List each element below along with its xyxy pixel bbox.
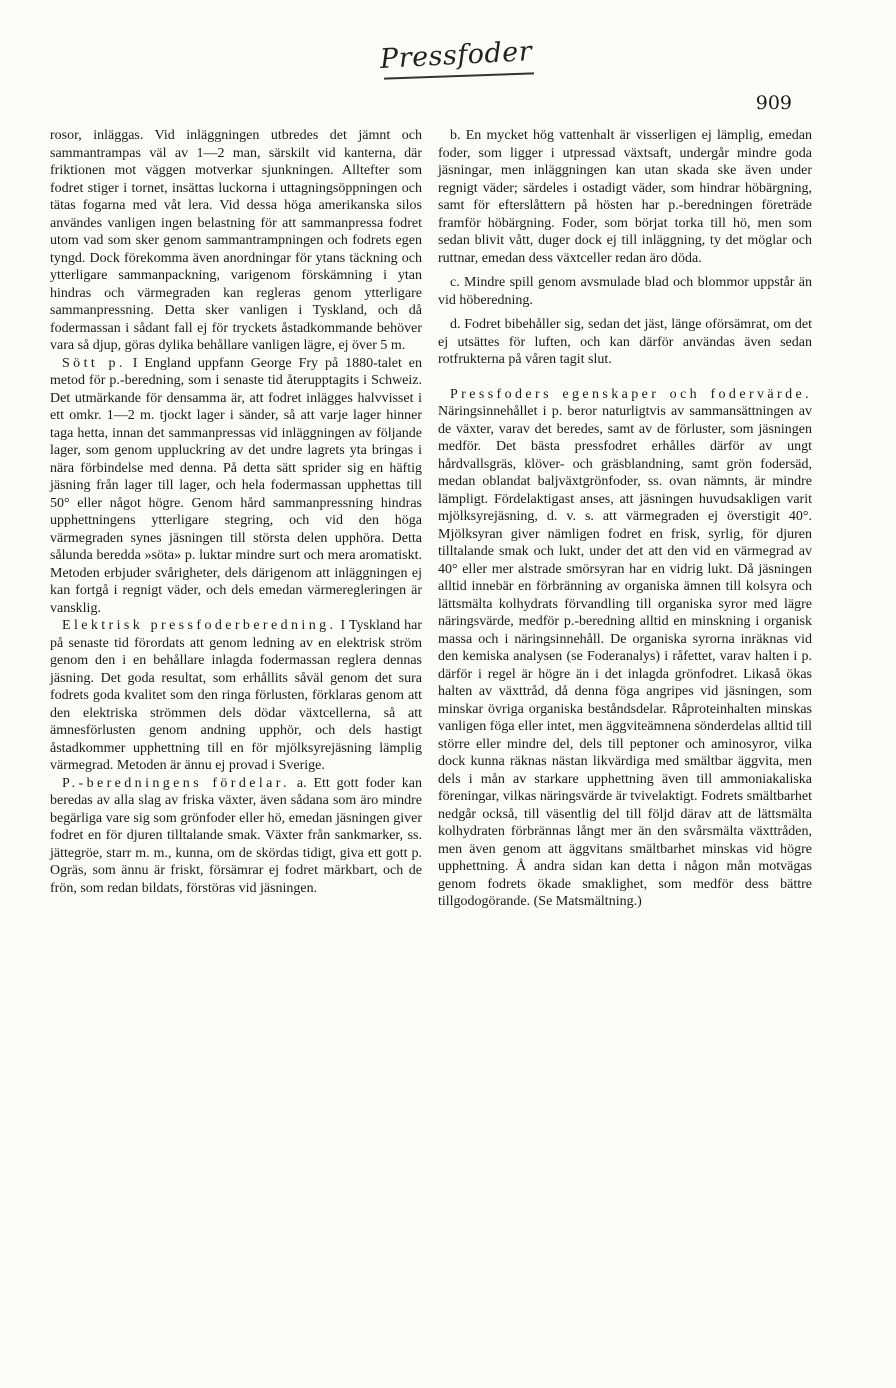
- paragraph-text: b. En mycket hög vattenhalt är visserligen ej lämplig, emedan foder, som ligger i utpressad växtsaft, undergår mindre goda jäsningar, men inläggningen kan utan skada ske även under regnigt väder; särdeles i ostadigt väder, som hindrar höbärgning, samt för efterslåttern på hösten har p.-beredningen företräde framför höbärgning. Foder, som börjat torka till hö, men som sedan blivit vått, duger dock ej till inläggning, ty det möglar och ruttnar, emedan dess växtceller redan äro döda.: [438, 128, 812, 266]
- paragraph-text: I England uppfann George Fry på 1880-talet en metod för p.-beredning, som i senaste tid återupptagits i Schweiz. Det utmärkande för densamma är, att fodret inlägges halvvisset i ett omkr. 1—2 m. tjockt lager i sänder, så att varje lager hinner taga hetta, innan det sammanpressas vid inläggningen av följande lager, som genom uppluckring av det undre lagrets yta bringas i nära förbindelse med denna. På detta sätt sprider sig en häftig jäsning från lager till lager, och hela fodermassan upphettas till 50° eller något högre. Genom hård sammanpressning hindras upphettningens ytterligare stegring, och vid den höga värmegraden synes jäsningen till största delen upphöra. Detta sålunda beredda »söta» p. luktar mindre surt och mera aromatiskt. Metoden erbjuder svårigheter, dels därigenom att inläggningen ej kan fortgå i regnigt väder, och dels emedan värmeregleringen är vansklig.: [50, 355, 422, 616]
- section-lead: P.-beredningens fördelar.: [62, 775, 290, 791]
- section-spacer: [438, 369, 812, 386]
- paragraph-text: rosor, inläggas. Vid inläggningen utbredes det jämnt och sammantrampas väl av 1—2 man, särskilt vid kanterna, där friktionen mot väggen motverkar sjunkningen. Alltefter som fodret stiger i tornet, insättas luckorna i uttagningsöppningen och tätas fogarna med våt lera. Vid dessa höga amerikanska silos användes vanligen ingen belastning för att sammanpressa fodret utom vad som sker genom sammantrampningen och fodrets egen tyngd. Dock förekomma även anordningar för ytans täckning och ytterligare sammanpackning, varigenom förskämning i ytan hindras och värmegraden kan regleras genom ytterligare sammanpressning. Detta sker vanligen i Tyskland, och då fodermassan i sådant fall ej för tryckets åstadkommande behöver vara så djup, göras dylika behållare vanligen lägre, ej över 5 m.: [50, 128, 422, 353]
- paragraph: [50, 127, 422, 355]
- section-lead: Sött p.: [62, 355, 126, 371]
- paragraph: [438, 274, 812, 309]
- paragraph: [438, 127, 812, 267]
- paragraph-text: I Tyskland har på senaste tid förordats att genom ledning av en elektrisk ström genom den i en behållare inlagda fodermassan reglera dennas jäsning. Det goda resultat, som erhållits såväl genom det sura fodrets goda kvalitet som den ringa förlusten, förklaras genom att den elektriska strömmen dels dödar växtcellerna, så att ämnesförlusten genom andning upphör, och dels hastigt åstadkommer upphettning till en för mjölksyrejäsning lämplig värmegrad. Metoden är ännu ej provad i Sverige.: [50, 618, 422, 773]
- paragraph-text: a. Ett gott foder kan beredas av alla slag av friska växter, även sådana som äro mindre begärliga vare sig som grönfoder eller hö, emedan jäsningen giver fodret en för djuren tilltalande smak. Växter från sankmarker, ss. jättegröe, starr m. m., kunna, om de skördas tidigt, giva ett gott p. Ogräs, som ännu är friskt, försämrar ej fodret märkbart, och de frön, som redan bildats, förstöras vid jäsningen.: [50, 775, 422, 896]
- paragraph-text: d. Fodret bibehåller sig, sedan det jäst, länge oförsämrat, om det ej utsättes för luften, och kan därför användas även sedan rotfrukterna på våren tagit slut.: [438, 317, 812, 367]
- paragraph: [438, 316, 812, 369]
- paragraph: [438, 386, 812, 911]
- left-column: [50, 127, 422, 897]
- paragraph: [50, 355, 422, 618]
- handwritten-annotation: Pressfoder: [379, 36, 533, 75]
- paragraph: [50, 775, 422, 898]
- paragraph-text: Näringsinnehållet i p. beror naturligtvis av sammansättningen av de växter, varav det beredes, samt av de förluster, som jäsningen medför. Det bästa pressfodret erhålles därför av ungt hårdvallsgräs, klöver- och gräsblandning, samt grön fodersäd, medan oblandat baljväxtgrönfoder, ss. ovan nämnts, är mindre lämpligt. Fördelaktigast anses, att jäsningen huvudsakligen varit mjölksyrejäsning, d. v. s. att värmegraden ej överstigit 40°. Mjölksyran giver nämligen fodret en frisk, syrlig, för djuren tilltalande smak och lukt, under det att den vid en värmegrad av 40° eller mer alstrade smörsyran har en vidrig lukt. Då jäsningen alltid innebär en förbränning av organiska ämnen till kolsyra och lättsmälta kolhydrats förvandling till organiska syror med lägre näringsvärde, medför p.-beredning alltid en minskning i organisk massa och i näringsinnehåll. De organiska syrorna inräknas vid den kemiska analysen (se Foderanalys) i råfettet, varav halten i p. därför i regel är högre än i det inlagda grönfodret. Likaså ökas halten av växttråd, då denna föga angripes vid jäsningen, som minskar övriga organiska beståndsdelar. Råproteinhalten minskas vanligen föga eller intet, men äggviteämnena sönderdelas alltid till större eller mindre del, dels till peptoner och aminosyror, vilka dock kunna räknas nästan likvärdiga med smältbar äggvita, men dels i mån av starkare upphettning även till ammoniakaliska föreningar, vilkas näringsvärde är tvivelaktigt. Fodrets smältbarhet nedgår också, till väsentlig del till följd därav att de lättsmälta kolhydraten förbrännas långt mer än den svårsmälta växttråden, men även genom att äggvitans smältbarhet minskas vid högre upphettning. Å andra sidan kan detta i någon mån motvägas genom fodrets ökade smaklighet, som medför dess bättre tillgodogörande. (Se Matsmältning.): [438, 404, 812, 909]
- section-lead: Pressfoders egenskaper och fodervärde.: [450, 386, 812, 402]
- page-number: 909: [755, 92, 792, 114]
- right-column: [438, 127, 812, 911]
- paragraph: [50, 617, 422, 775]
- paragraph-text: c. Mindre spill genom avsmulade blad och blommor uppstår än vid höberedning.: [438, 275, 812, 308]
- section-lead: Elektrisk pressfoderberedning.: [62, 618, 337, 633]
